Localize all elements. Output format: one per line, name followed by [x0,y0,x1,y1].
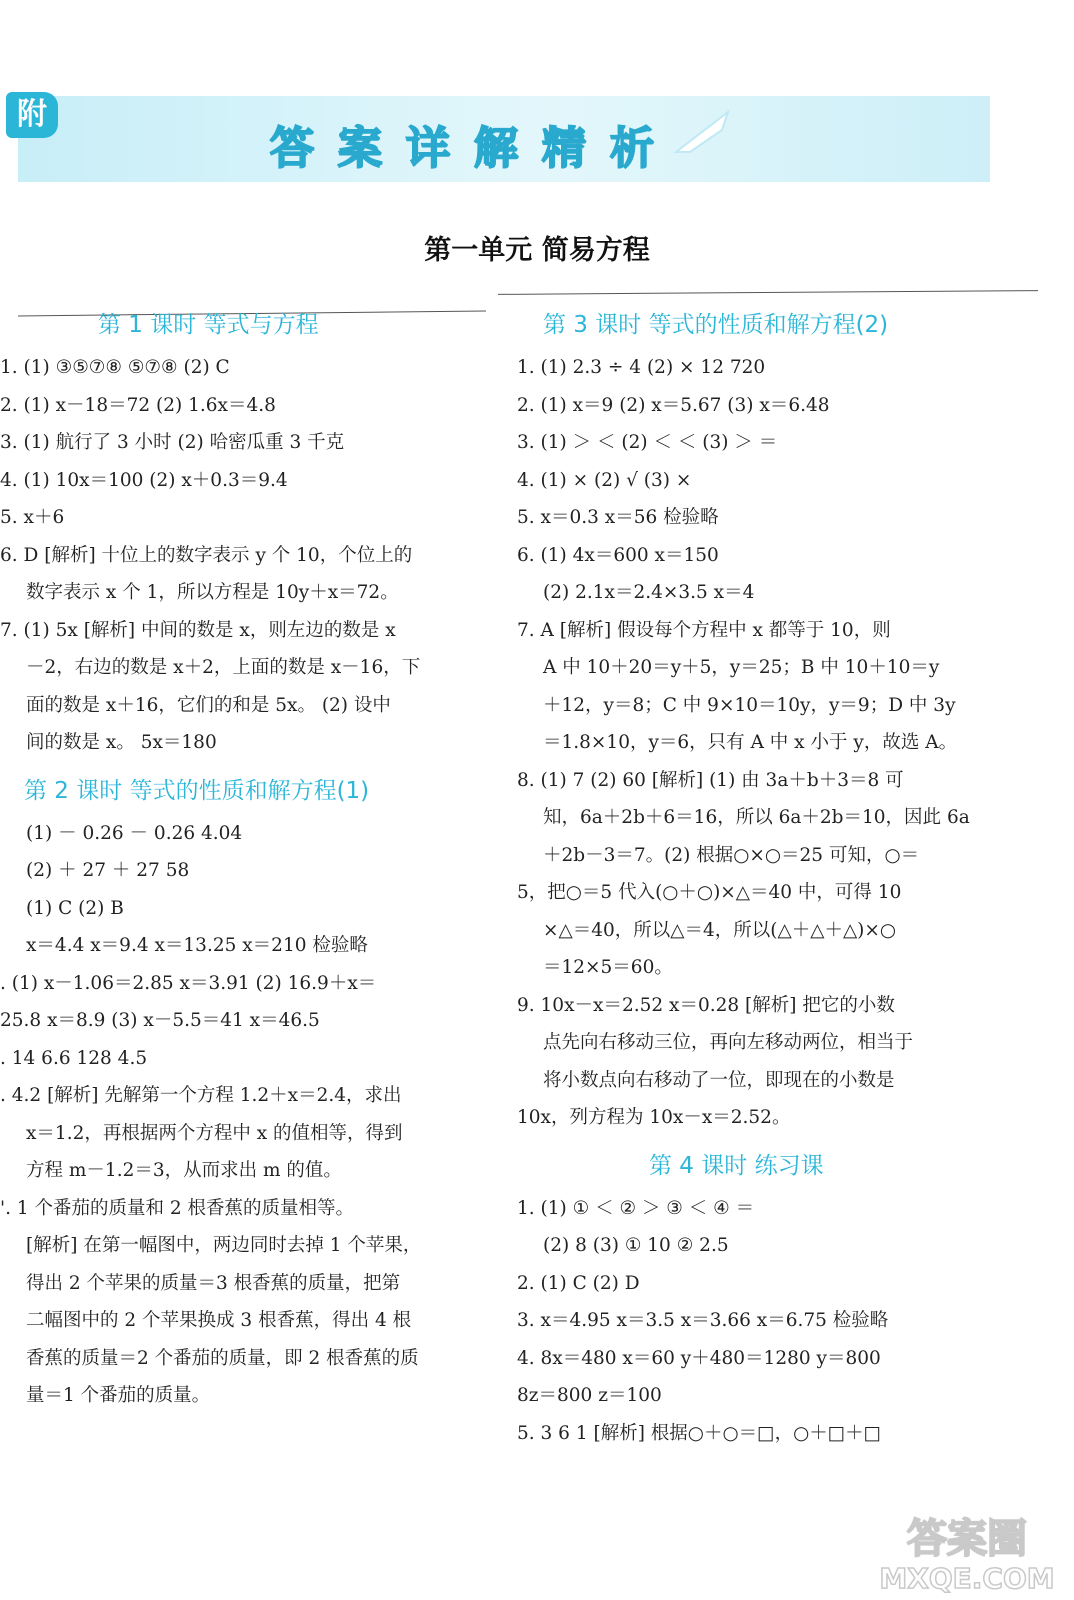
answer-line: (2) 8 (3) ① 10 ② 2.5 [543,1235,729,1256]
watermark-logo [872,1508,1062,1594]
answer-line: . 4.2 [解析] 先解第一个方程 1.2＋x＝2.4，求出 [0,1085,402,1106]
answer-line: 1. (1) ③⑤⑦⑧ ⑤⑦⑧ (2) C [0,357,230,378]
watermark-text-2: MXQE.COM [879,1562,1055,1594]
answer-line: 2. (1) C (2) D [517,1272,640,1294]
answer-line: ＝1.8×10，y＝6，只有 A 中 x 小于 y，故选 A。 [543,732,958,753]
answer-line: 知，6a＋2b＋6＝16，所以 6a＋2b＝10，因此 6a [543,807,970,828]
lesson-1-answers [0,349,490,762]
lesson-2-answers [0,815,490,1415]
answer-line: '. 1 个番茄的质量和 2 根香蕉的质量相等。 [0,1197,355,1219]
answer-line: 5. 3 6 1 [解析] 根据○＋○＝□，○＋□＋□ [517,1422,882,1444]
answer-line: 间的数是 x。 5x＝180 [26,732,217,753]
answer-line: 25.8 x＝8.9 (3) x－5.5＝41 x＝46.5 [0,1010,320,1031]
answer-line: 4. (1) × (2) √ (3) × [517,469,692,491]
answer-line: 9. 10x－x＝2.52 x＝0.28 [解析] 把它的小数 [517,994,895,1016]
answer-line: 3. (1) ＞ ＜ (2) ＜ ＜ (3) ＞ ＝ [517,432,778,453]
answer-line: 3. x＝4.95 x＝3.5 x＝3.66 x＝6.75 检验略 [517,1310,889,1331]
answer-line: 8z＝800 z＝100 [517,1385,662,1406]
answer-line: 面的数是 x＋16，它们的和是 5x。 (2) 设中 [26,694,391,716]
section-title-lesson-1: 第 1 课时 等式与方程 [98,312,319,338]
answer-line: 5. x＋6 [0,507,65,528]
section-title-lesson-3: 第 3 课时 等式的性质和解方程(2) [543,312,889,338]
answer-line: 点先向右移动三位，再向左移动两位，相当于 [543,1032,914,1053]
answer-line: －2，右边的数是 x＋2，上面的数是 x－16，下 [26,657,421,678]
answer-line: 7. A [解析] 假设每个方程中 x 都等于 10，则 [517,619,891,641]
answer-line: 1. (1) ① ＜ ② ＞ ③ ＜ ④ ＝ [517,1197,755,1219]
answer-line: 数字表示 x 个 1，所以方程是 10y＋x＝72。 [26,582,399,603]
answer-line: 5. x＝0.3 x＝56 检验略 [517,507,719,528]
answer-line: 将小数点向右移动了一位，即现在的小数是 [543,1069,895,1091]
answer-line: 方程 m－1.2＝3，从而求出 m 的值。 [26,1160,342,1181]
answer-line: A 中 10＋20＝y＋5，y＝25；B 中 10＋10＝y [543,657,940,678]
answer-line: [解析] 在第一幅图中，两边同时去掉 1 个苹果， [26,1235,422,1256]
answer-line: ×△＝40，所以△＝4，所以(△＋△＋△)×○ [543,919,897,941]
answer-line: 二幅图中的 2 个苹果换成 3 根香蕉，得出 4 根 [26,1310,412,1331]
answer-line: 2. (1) x－18＝72 (2) 1.6x＝4.8 [0,394,276,416]
answer-line: (1) － 0.26 － 0.26 4.04 [26,822,243,844]
answer-line: ＋12，y＝8；C 中 9×10＝10y，y＝9；D 中 3y [543,694,956,716]
answer-line: 量＝1 个番茄的质量。 [26,1385,211,1406]
answer-line: ＝12×5＝60。 [543,957,673,978]
answer-line: 5，把○＝5 代入(○＋○)×△＝40 中，可得 10 [517,882,902,903]
answer-line: (1) C (2) B [26,897,124,919]
answer-line: . 14 6.6 128 4.5 [0,1047,148,1069]
answer-line: 3. (1) 航行了 3 小时 (2) 哈密瓜重 3 千克 [0,432,345,453]
answer-line: 1. (1) 2.3 ÷ 4 (2) × 12 720 [517,357,766,378]
answer-line: x＝4.4 x＝9.4 x＝13.25 x＝210 检验略 [26,935,368,956]
left-column [0,302,490,1415]
answer-line: 10x，列方程为 10x－x＝2.52。 [517,1107,791,1128]
answer-line: x＝1.2，再根据两个方程中 x 的值相等，得到 [26,1122,403,1144]
answer-line: ＋2b－3＝7。(2) 根据○×○＝25 可知，○＝ [543,844,920,866]
lesson-4-answers [517,1190,999,1453]
section-title-lesson-4: 第 4 课时 练习课 [649,1152,824,1179]
answer-line: (2) ＋ 27 ＋ 27 58 [26,860,190,881]
banner-title: 答案详解精析 [270,123,678,174]
answer-line: 2. (1) x＝9 (2) x＝5.67 (3) x＝6.48 [517,394,830,416]
answer-line: 4. (1) 10x＝100 (2) x＋0.3＝9.4 [0,469,288,491]
answer-line: 6. (1) 4x＝600 x＝150 [517,544,719,566]
right-column [517,302,999,1452]
answer-line: 8. (1) 7 (2) 60 [解析] (1) 由 3a＋b＋3＝8 可 [517,769,904,791]
section-title-lesson-2: 第 2 课时 等式的性质和解方程(1) [24,777,370,804]
unit-title: 第一单元 简易方程 [424,235,650,266]
answer-line: . (1) x－1.06＝2.85 x＝3.91 (2) 16.9＋x＝ [0,972,377,994]
answer-line: 7. (1) 5x [解析] 中间的数是 x，则左边的数是 x [0,619,396,641]
watermark-text-1: 答案圈 [907,1516,1027,1562]
answer-line: 4. 8x＝480 x＝60 y＋480＝1280 y＝800 [517,1347,881,1369]
appendix-badge: 附 [6,92,58,138]
answer-line: 得出 2 个苹果的质量＝3 根香蕉的质量，把第 [26,1272,401,1294]
lesson-3-answers [517,349,999,1137]
answer-line: 香蕉的质量＝2 个番茄的质量，即 2 根香蕉的质 [26,1347,419,1369]
brush-stroke-icon [672,108,732,156]
answer-line: (2) 2.1x＝2.4×3.5 x＝4 [543,582,755,603]
answer-line: 6. D [解析] 十位上的数字表示 y 个 10，个位上的 [0,544,413,566]
divider-right [498,290,1038,295]
